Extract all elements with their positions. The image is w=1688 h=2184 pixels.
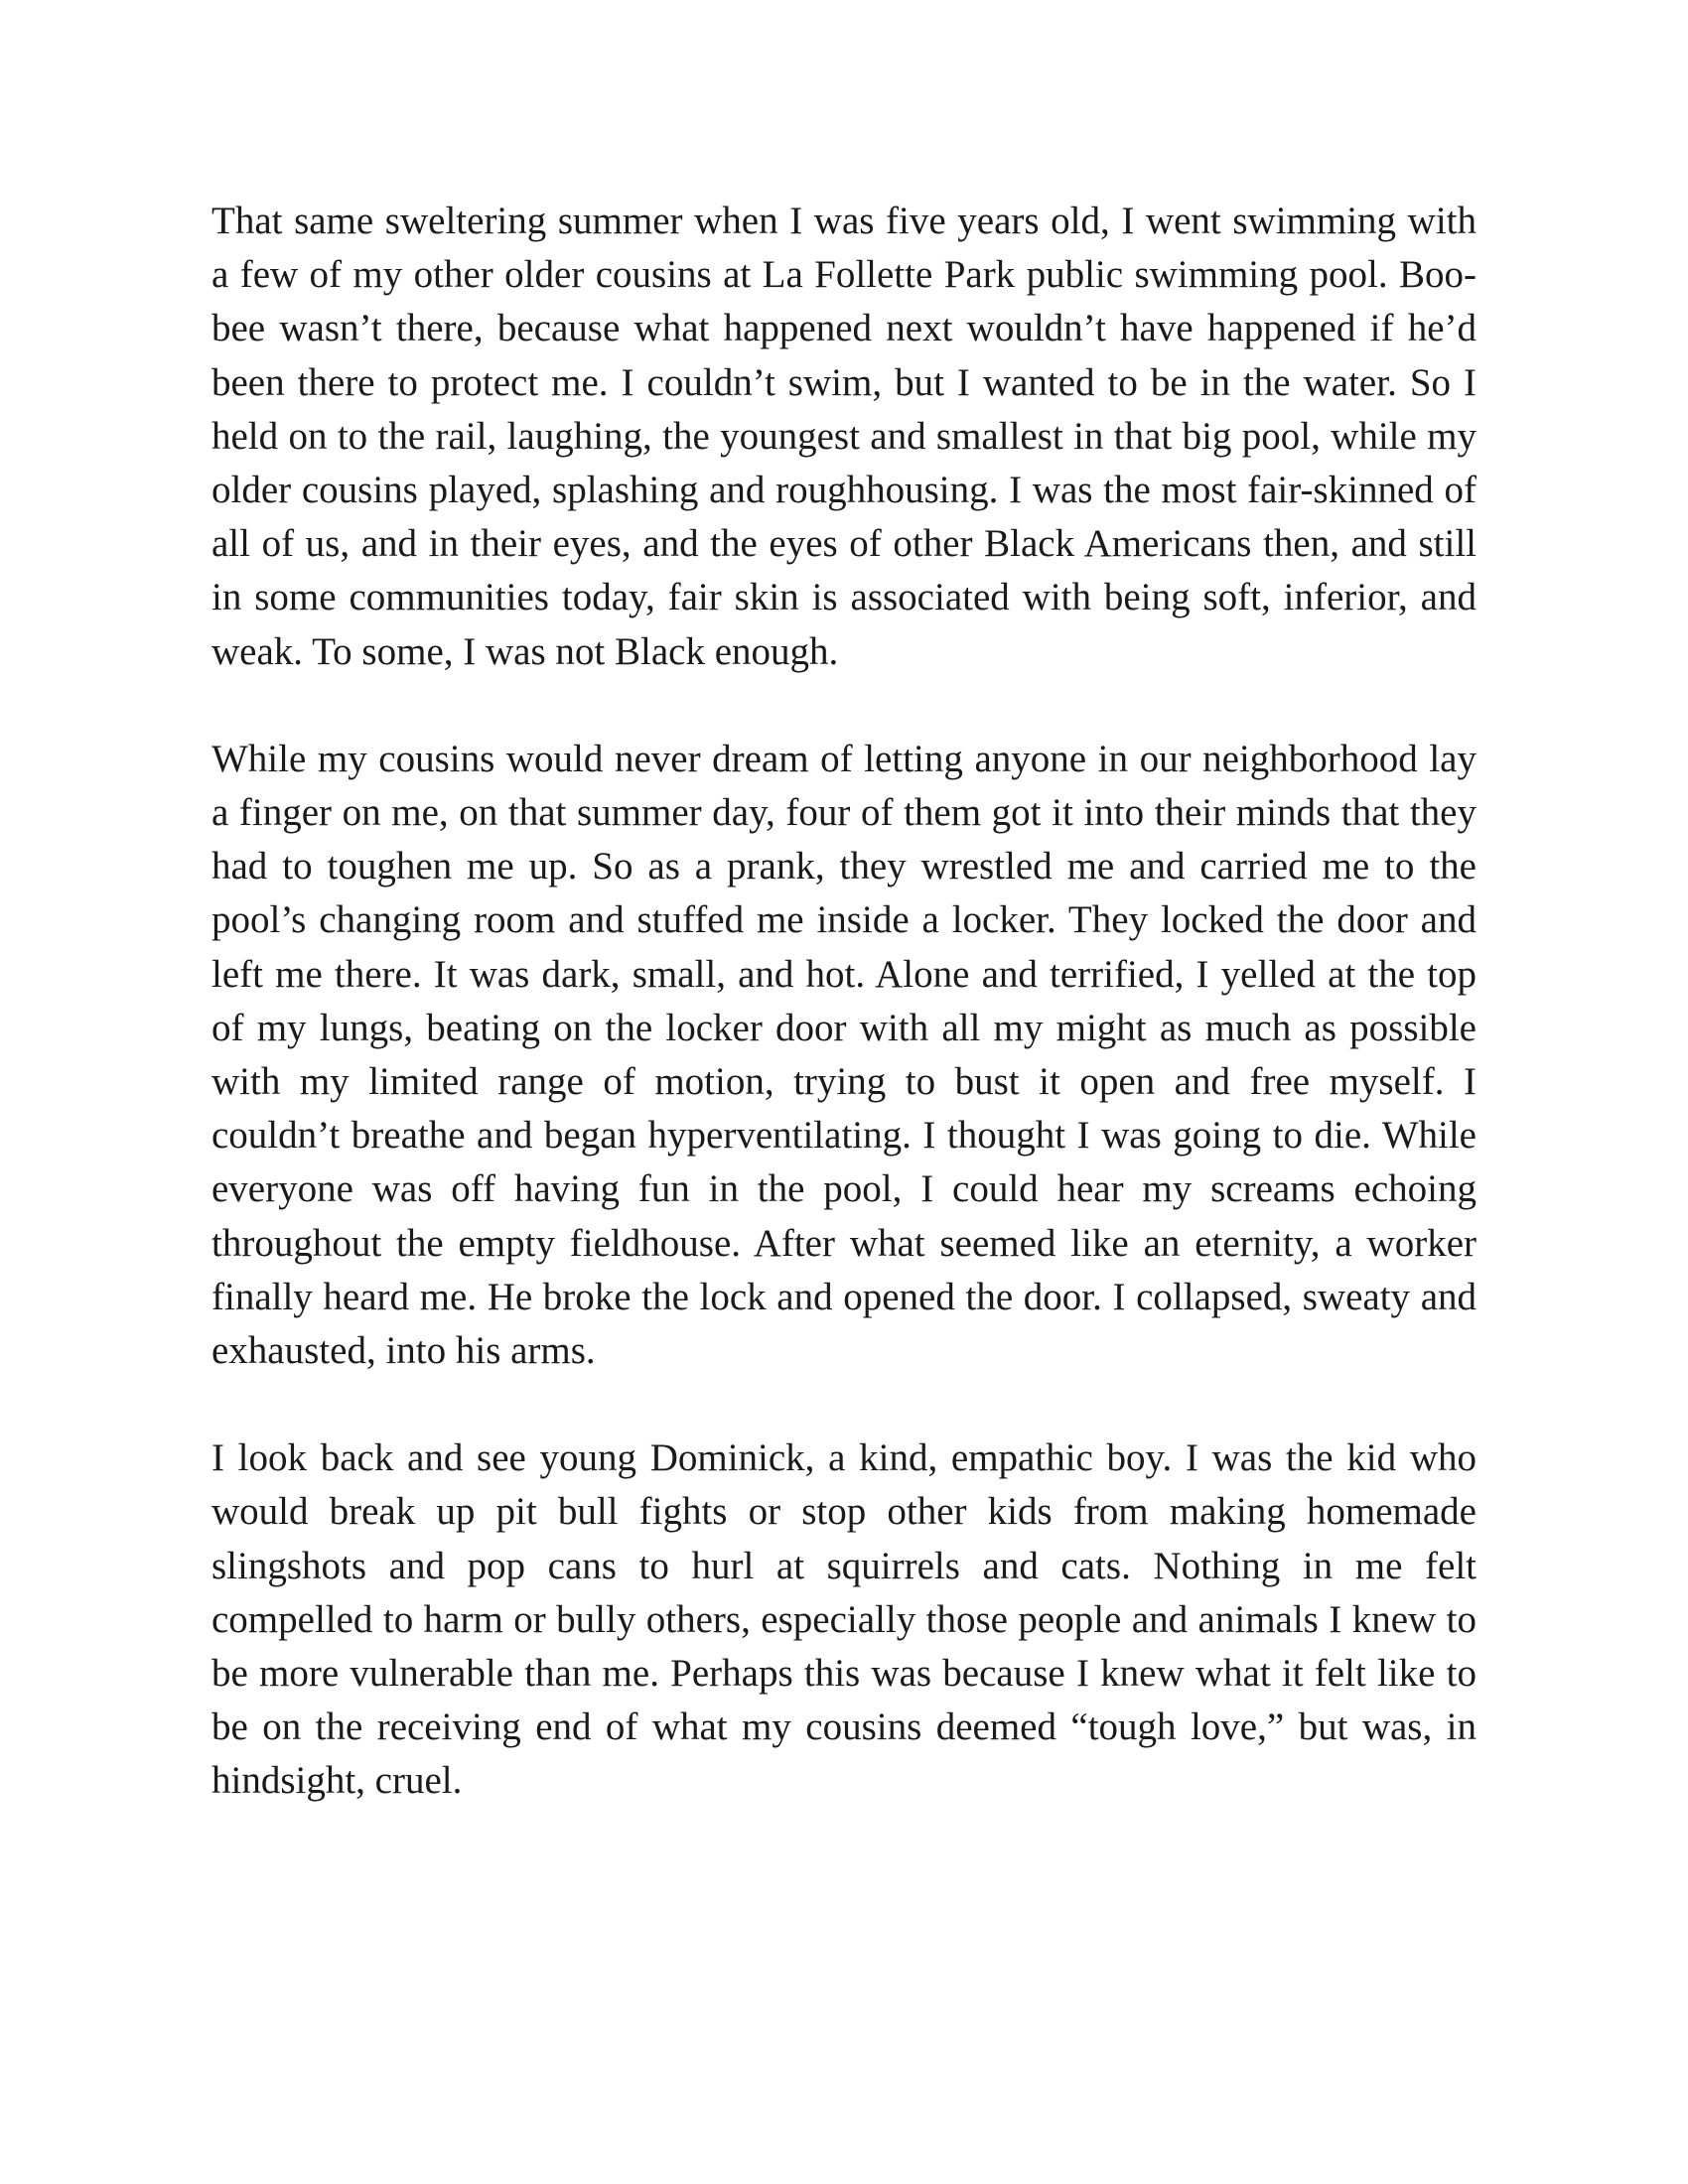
body-text	[211, 195, 1477, 1809]
paragraph-2: While my cousins would never dream of letting anyone in our neighborhood lay a finger on me, on that summer day, four of them got it into their minds that they had to toughen me up. So as a prank, they wrestled me and carried me to the pool’s changing room and stuffed me inside a locker. They locked the door and left me there. It was dark, small, and hot. Alone and terrified, I yelled at the top of my lungs, beating on the locker door with all my might as much as possible with my limited range of motion, trying to bust it open and free myself. I couldn’t breathe and began hyperventilating. I thought I was going to die. While everyone was off having fun in the pool, I could hear my screams echoing throughout the empty fieldhouse. After what seemed like an eternity, a worker finally heard me. He broke the lock and opened the door. I collapsed, sweaty and exhausted, into his arms.	[211, 737, 1477, 1373]
paragraph-1: That same sweltering summer when I was five years old, I went swimming with a few of my other older cousins at La Follette Park public swimming pool. Boo-bee wasn’t there, because what happened next wouldn’t have happened if he’d been there to protect me. I couldn’t swim, but I wanted to be in the water. So I held on to the rail, laughing, the youngest and smallest in that big pool, while my older cousins played, splashing and roughhousing. I was the most fair-skinned of all of us, and in their eyes, and the eyes of other Black Americans then, and still in some communities today, fair skin is associated with being soft, inferior, and weak. To some, I was not Black enough.	[211, 200, 1477, 673]
paragraph-3: I look back and see young Dominick, a kind, empathic boy. I was the kid who would break up pit bull fights or stop other kids from making homemade slingshots and pop cans to hurl at squirrels and cats. Nothing in me felt compelled to harm or bully others, especially those people and animals I knew to be more vulnerable than me. Perhaps this was because I knew what it felt like to be on the receiving end of what my cousins deemed “tough love,” but was, in hindsight, cruel.	[211, 1436, 1477, 1803]
